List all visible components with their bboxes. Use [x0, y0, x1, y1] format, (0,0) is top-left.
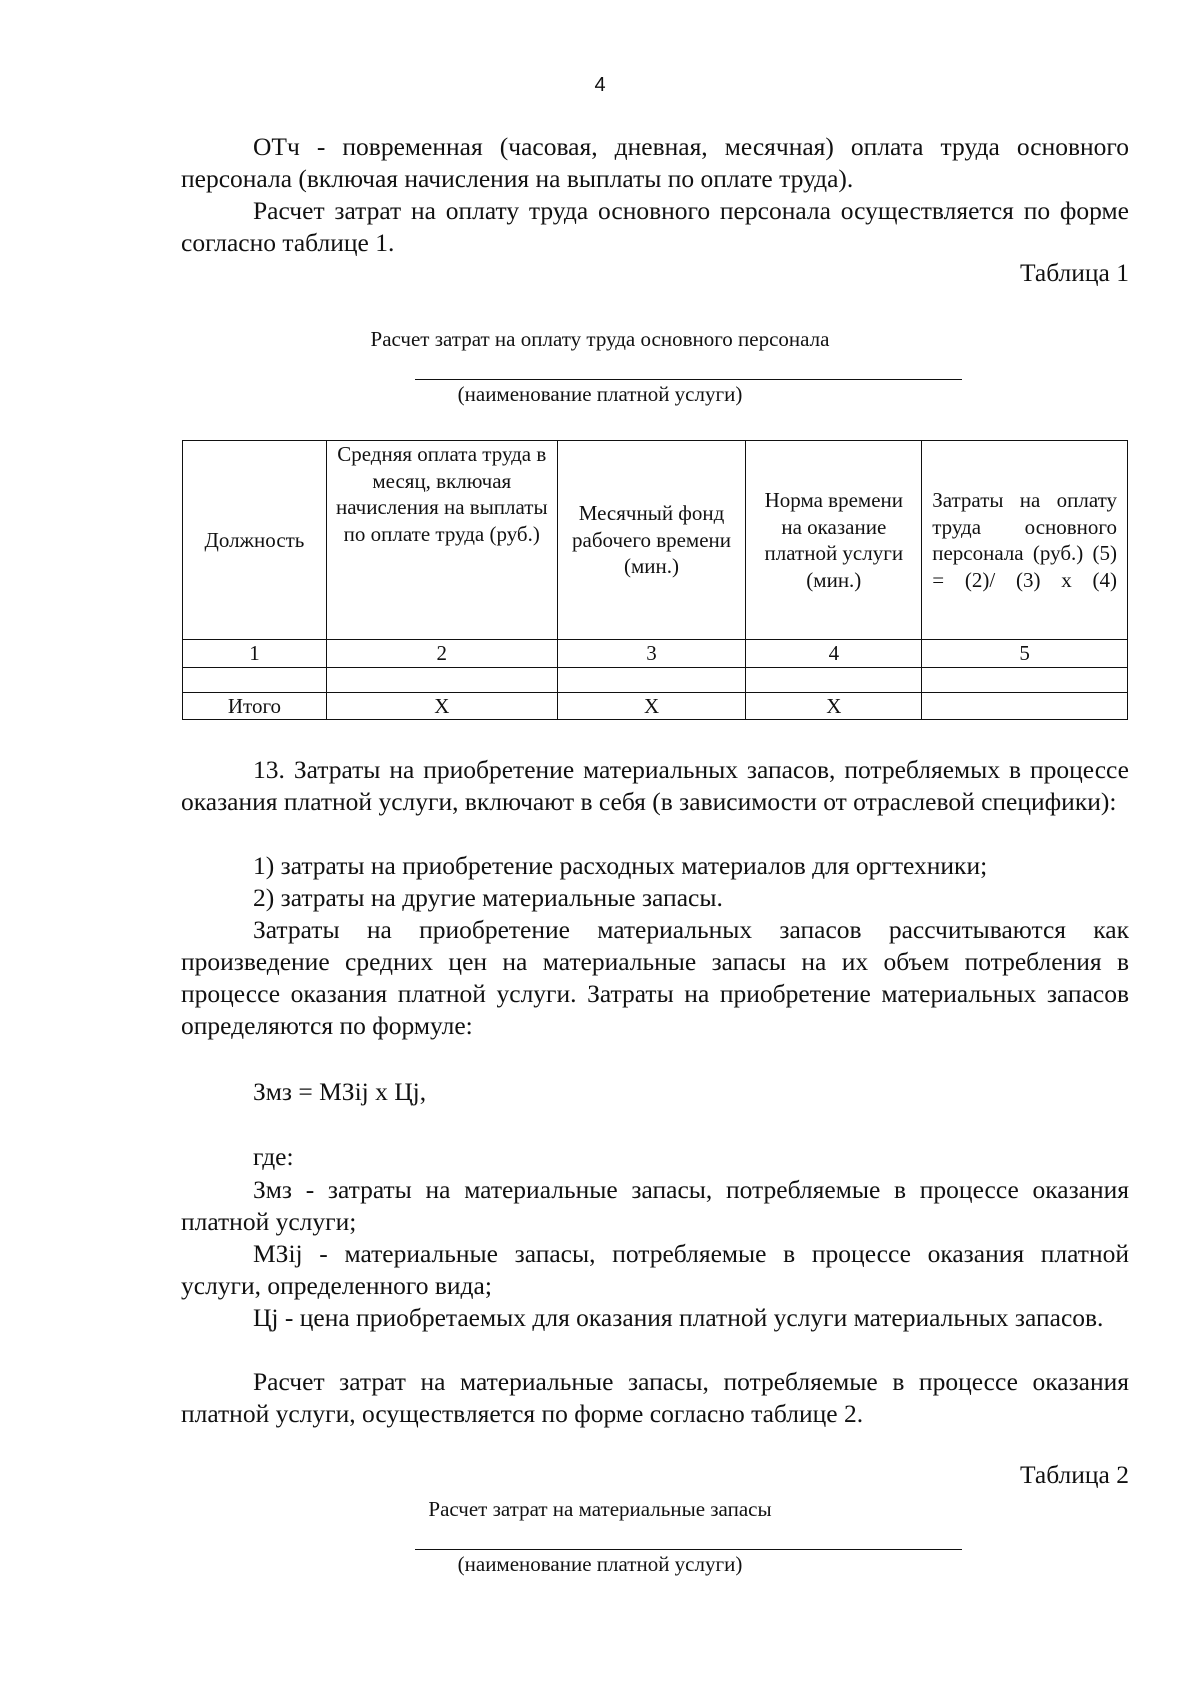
- definition-zmz: Змз - затраты на материальные запасы, потребляемые в процессе оказания платной услуги;: [181, 1175, 1129, 1236]
- table-cell: [183, 667, 327, 692]
- header-avg-salary: Средняя оплата труда в месяц, включая начисления на выплаты по оплате труда (руб.): [326, 441, 557, 640]
- table-cell: [326, 667, 557, 692]
- header-position: Должность: [183, 441, 327, 640]
- section13-calc: Затраты на приобретение материальных запасов рассчитываются как произведение средних цен на материальные запасы на их объем потребления в процессе оказания платной услуги. Затраты на приобретение материальных запасов определяются по формуле:: [181, 915, 1129, 1040]
- column-number: 2: [326, 640, 557, 668]
- table2-subtitle: (наименование платной услуги): [457, 1552, 743, 1576]
- total-cell: [922, 692, 1128, 720]
- paragraph-otch-definition: ОТч - повременная (часовая, дневная, месячная) оплата труда основного персонала (включая начисления на выплаты по оплате труда).: [181, 132, 1129, 193]
- where-label: где:: [253, 1142, 294, 1171]
- table-total-row: [183, 692, 1128, 720]
- column-number: 4: [746, 640, 922, 668]
- formula: Змз = МЗij х Цj,: [253, 1077, 427, 1106]
- table-cell: [746, 667, 922, 692]
- section13-item2: 2) затраты на другие материальные запасы.: [253, 883, 723, 912]
- section13-intro: 13. Затраты на приобретение материальных запасов, потребляемых в процессе оказания платной услуги, включают в себя (в зависимости от отраслевой специфики):: [181, 755, 1129, 816]
- table1-subtitle: (наименование платной услуги): [457, 382, 743, 406]
- service-name-line: [415, 379, 962, 380]
- table1-title: Расчет затрат на оплату труда основного персонала: [370, 327, 830, 351]
- header-time-norm: Норма времени на оказание платной услуги (мин.): [746, 441, 922, 640]
- paragraph-table2-reference: Расчет затрат на материальные запасы, потребляемые в процессе оказания платной услуги, осуществляется по форме согласно таблице 2.: [181, 1367, 1129, 1428]
- column-number: 1: [183, 640, 327, 668]
- header-monthly-time-fund: Месячный фонд рабочего времени (мин.): [557, 441, 746, 640]
- table-cell: [922, 667, 1128, 692]
- section13-item1: 1) затраты на приобретение расходных материалов для оргтехники;: [253, 851, 988, 880]
- table1-label: Таблица 1: [1019, 258, 1129, 287]
- page-number: 4: [594, 74, 606, 96]
- table-cell: [557, 667, 746, 692]
- total-cell: Х: [326, 692, 557, 720]
- paragraph-table1-reference: Расчет затрат на оплату труда основного персонала осуществляется по форме согласно таблице 1.: [181, 196, 1129, 257]
- total-label: Итого: [183, 692, 327, 720]
- table2-title: Расчет затрат на материальные запасы: [428, 1497, 772, 1521]
- service-name-line: [415, 1549, 962, 1550]
- total-cell: Х: [557, 692, 746, 720]
- staff-cost-table: [182, 440, 1128, 720]
- header-staff-cost: Затраты на оплату труда основного персонала (руб.) (5) = (2)/ (3) х (4): [922, 441, 1128, 640]
- column-number: 3: [557, 640, 746, 668]
- definition-cj: Цj - цена приобретаемых для оказания платной услуги материальных запасов.: [253, 1303, 1104, 1332]
- table2-label: Таблица 2: [1019, 1460, 1129, 1489]
- definition-mzij: МЗij - материальные запасы, потребляемые в процессе оказания платной услуги, определенного вида;: [181, 1239, 1129, 1300]
- total-cell: Х: [746, 692, 922, 720]
- column-number: 5: [922, 640, 1128, 668]
- table-row: [183, 667, 1128, 692]
- table-column-numbers-row: [183, 640, 1128, 668]
- table-header-row: [183, 441, 1128, 640]
